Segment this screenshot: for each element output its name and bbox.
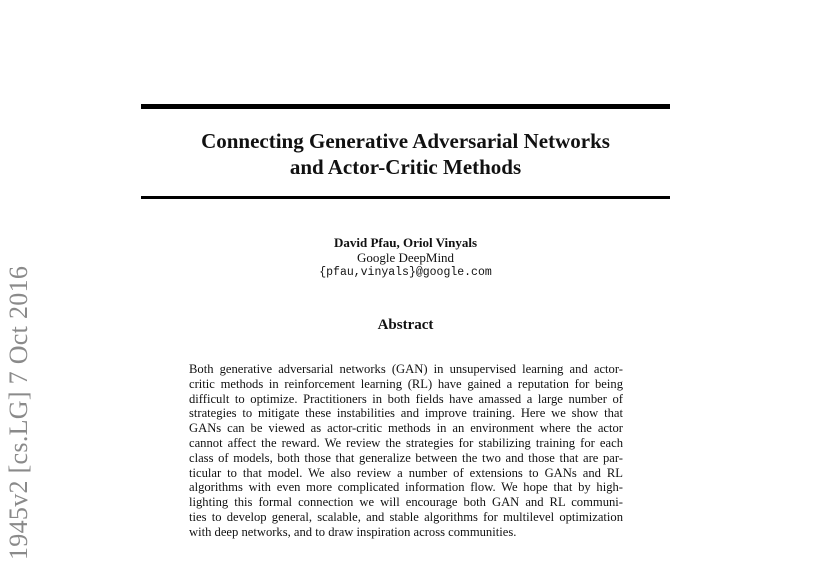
abstract-line: ties to develop general, scalable, and stable algorithms for multilevel optimization <box>189 509 623 524</box>
abstract-line: critic methods in reinforcement learning (RL) have gained a reputation for being <box>189 376 623 391</box>
abstract-body <box>189 362 623 540</box>
abstract-line: GANs can be viewed as actor-critic methods in an environment where the actor <box>189 421 623 436</box>
paper-title <box>141 128 670 180</box>
abstract-heading: Abstract <box>377 317 434 333</box>
abstract-line: strategies to mitigate these instabilities and improve training. Here we show that <box>189 406 623 421</box>
author-email: {pfau,vinyals}@google.com <box>319 266 492 279</box>
abstract-line: Both generative adversarial networks (GAN) in unsupervised learning and actor- <box>189 362 623 376</box>
abstract-line: cannot affect the reward. We review the strategies for stabilizing training for each <box>189 435 623 450</box>
abstract-line: difficult to optimize. Practitioners in both fields have amassed a large number of <box>189 391 623 406</box>
title-top-rule <box>141 104 670 109</box>
abstract-line: class of models, both those that generalize between the two and those that are par- <box>189 450 623 465</box>
paper-title-line-2: and Actor-Critic Methods <box>289 155 522 179</box>
title-bottom-rule <box>141 196 670 199</box>
abstract-line: algorithms with even more complicated information flow. We hope that by high- <box>189 480 623 495</box>
arxiv-identifier-stamp: 1945v2 [cs.LG] 7 Oct 2016 <box>4 265 33 560</box>
abstract-line: lighting this formal connection we will encourage both GAN and RL communi- <box>189 495 623 510</box>
abstract-line: with deep networks, and to draw inspiration across communities. <box>189 524 517 539</box>
author-block <box>141 235 670 280</box>
author-affiliation: Google DeepMind <box>356 250 455 265</box>
author-names: David Pfau, Oriol Vinyals <box>333 235 478 250</box>
abstract-line: ticular to that model. We also review a number of extensions to GANs and RL <box>189 465 623 480</box>
paper-title-line-1: Connecting Generative Adversarial Networks <box>201 129 610 153</box>
